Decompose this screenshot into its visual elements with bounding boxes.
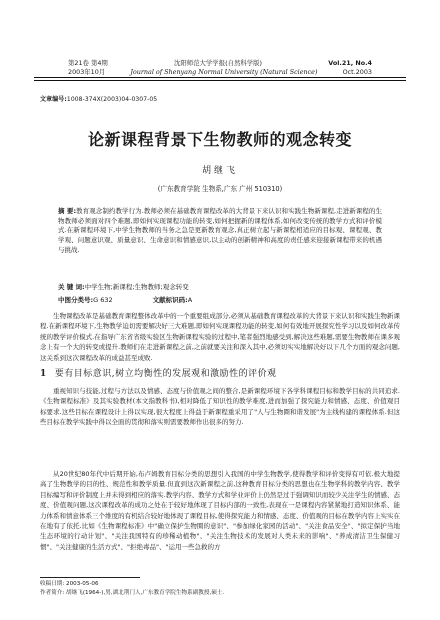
- section-title: 要有目标意识,树立均衡性的发展观和激励性的评价观: [54, 369, 277, 379]
- intro-paragraph: 生物课程改革是基础教育课程整体改革中的一个重要组成部分,必须从基础教育课程改革的大背景下来认识和实践生物新课程.在新课程环境下,生物教学迫切需要解决好三大难题,即如何实现课程功能的转变,如何有效地开展探究性学习以及如何改革传统的教学评价模式.在指导广东省省级实验区生物新课程实验的过程中,笔者强烈地感受到,解决这些难题,需要生物教师在课多观念上有一个大的转变或提升.教师们在走进新课程之前,之前就要关注和深入其中,必须切实实地解决好以下几个方面的观念问题,这关系到这次课程改革的成益甚至成败.: [40, 312, 400, 362]
- header-rule-thick: [34, 77, 406, 78]
- footnote-author-bio: 作者简介: 胡继飞(1964-),男,湖北荆门人,广东教育学院生物系副教授,硕士.: [40, 590, 225, 596]
- section-paragraph-1: 重视知识与技能,过程与方法以及情感、态度与价值观之间的整合,是新课程环境下各学科课程目标和教学目标的共同追求.《生物课程标准》及其实验教材(本文指教科书),相对降低了知识性的教学难度,进而加强了探究能力和情感、态度、价值观目标要求.这些目标在课程设计上得以实现,很大程度上得益于新课程重采用了"人与生物圈和谐发展"为主线构建的课程体系.但这些目标在教学实践中得以全面的贯彻和落实则需要教师作出很多的努力.: [40, 387, 400, 427]
- keywords-label: 关 键 词:: [58, 283, 85, 291]
- header-journal-name-cn: 沈阳师范大学学报(自然科学版): [173, 59, 263, 67]
- keywords-text: 中学生物;新课程;生物教师;观念转变: [84, 283, 189, 291]
- header-volume-issue: 第21卷 第4期: [68, 59, 108, 67]
- header-journal-name-en: Journal of Shenyang Normal University (Natural Science): [130, 68, 318, 76]
- header-row-chinese: [68, 59, 372, 67]
- footnotes: [40, 580, 400, 598]
- footnote-received-date: 收稿日期: 2003-05-06: [40, 581, 99, 587]
- section-paragraph-2: 从20世纪80年代中后期开始,布卢姆教育目标分类的思想引入我国的中学生物教学,使得教学和评价变得有可依.极大地提高了生物教学的目的性、规范性和教学质量.但直到这次新课程之前,这种教育目标分类的思想也在生物学科的教学内容、教学目标编写和评价制度上并未得到相应的落实.教学内容、教学方式和学业评价上仍然是过于强调知识而较少关注学生的情感、态度、价值观问题,这次课程改革的成功之处在于较好地体现了目标内部的一致性,表现在一是课程内容紧紧地打造知识体系、能力体系和情意体系三个维度的有机结合较好地体现了课程目标,使得探究能力和情感、态度、价值观的目标在教学内容上实实在在地有了依托.比如《生物课程标准》中"确立保护生物圈的意识"、"参加绿化家园的活动"、"关注食品安全"、"拟定保护当地生态环境的行动计划"、"关注我国特有的珍稀动植物"、"关注生物技术的发展对人类未来的影响"、"养成清洁卫生保健习惯"、"关注健康的生活方式"、"拒绝毒品"、"运用一些急救的方: [40, 470, 400, 551]
- abstract-label: 摘 要:: [58, 207, 77, 215]
- article-number-value: 1008-374X(2003)04-0307-05: [66, 96, 158, 103]
- classification-codes: [58, 295, 382, 304]
- clc-label: 中图分类号:: [58, 296, 94, 304]
- article-number-label: 文章编号:: [40, 96, 67, 103]
- section-number: 1: [40, 369, 47, 379]
- article-number: [40, 94, 157, 103]
- header-volume-issue-en: Vol.21, No.4: [328, 59, 372, 67]
- header-rule-thin: [34, 80, 406, 81]
- clc-value: G 632: [93, 296, 113, 304]
- doc-label: 文献标识码:: [152, 296, 188, 304]
- running-header: [34, 0, 406, 78]
- doc-value: A: [187, 296, 193, 304]
- header-date-en: Oct.2003: [342, 68, 372, 76]
- header-row-english: [68, 68, 372, 76]
- article-title: 论新课程背景下生物教师的观念转变: [87, 130, 352, 149]
- keywords: [58, 283, 382, 293]
- document-code: [153, 295, 193, 304]
- clc-code: [58, 295, 113, 304]
- footnote-rule: [40, 577, 140, 578]
- abstract: [58, 207, 382, 256]
- header-date-cn: 2003年10月: [68, 68, 106, 76]
- section-heading: [40, 366, 277, 379]
- article-author: 胡继飞: [201, 166, 238, 176]
- author-affiliation: (广东教育学院 生物系,广东 广州 510310): [157, 185, 283, 193]
- abstract-text: 教育观念制约教学行为.教师必须在基础教育课程改革的大背景下来认识和实践生物新课程,走进新课程的生物教师必须面对四个难题,即如何实现课程功能的转变,如何把握新的课程体系,如何改变传统的教学方式和评价模式.在新课程环境下,中学生物教师的当务之急是更新教育观念,真正树立起与新课程相适应的目标观、课程观、教学观、问题意识观、质量意识、生命意识和情感意识,以主动的创新精神和高度的责任感来迎接新课程带来的机遇与挑战.: [58, 207, 382, 254]
